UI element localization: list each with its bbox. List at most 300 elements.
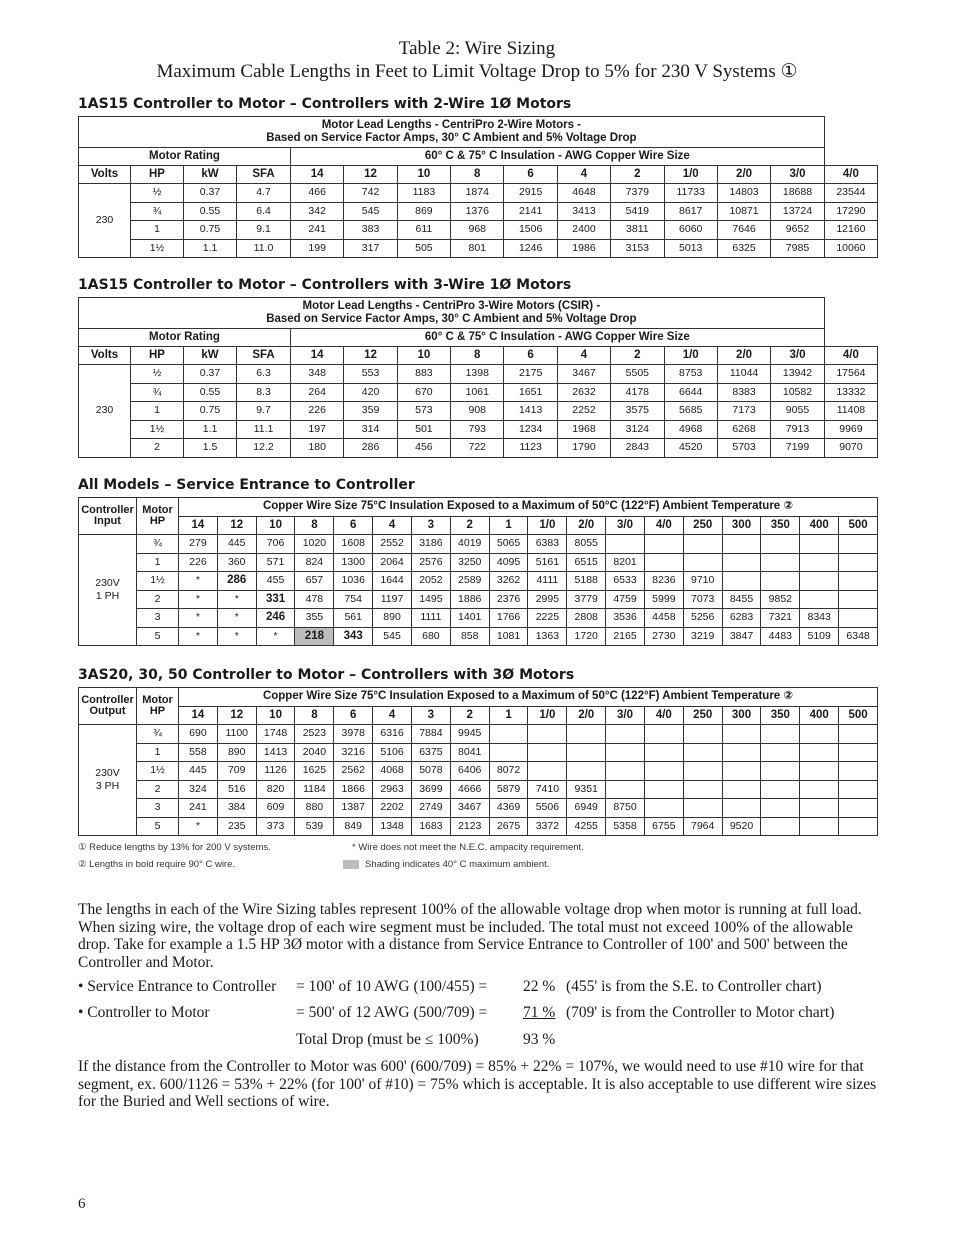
wire-table-3phase — [78, 687, 878, 836]
table-cell: ¾ — [137, 725, 179, 744]
table-cell: 908 — [451, 402, 504, 421]
hp-header: HP — [131, 347, 184, 365]
table-cell: 858 — [450, 627, 489, 646]
table-cell: 3413 — [557, 202, 610, 221]
table-cell: 6644 — [664, 383, 717, 402]
table-cell: 5685 — [664, 402, 717, 421]
table-cell: 18688 — [771, 184, 825, 203]
table-cell: 2376 — [489, 590, 528, 609]
table-row — [79, 799, 878, 818]
table-cell — [489, 725, 528, 744]
sfa-header: SFA — [237, 166, 291, 184]
kw-header: kW — [184, 166, 237, 184]
controller-output-header: Controller Output — [79, 688, 137, 725]
table-cell: 4255 — [567, 817, 606, 836]
table-cell — [839, 780, 878, 799]
gauge-header: 400 — [800, 706, 839, 725]
sfa-header: SFA — [237, 347, 291, 365]
gauge-header: 8 — [451, 166, 504, 184]
table-cell — [722, 799, 761, 818]
gauge-header: 2 — [450, 516, 489, 535]
table-cell — [761, 535, 800, 554]
table-cell: 5109 — [800, 627, 839, 646]
table-cell: 5188 — [567, 572, 606, 591]
table-cell: 890 — [373, 609, 412, 628]
table-cell: 657 — [295, 572, 334, 591]
table-cell: 1183 — [397, 184, 450, 203]
gauge-header: 6 — [334, 706, 373, 725]
table-cell: 2165 — [606, 627, 645, 646]
table-cell: 1111 — [411, 609, 450, 628]
table-cell — [528, 762, 567, 781]
table-cell: 3372 — [528, 817, 567, 836]
motor-hp-header: Motor HP — [137, 688, 179, 725]
table-cell: 2064 — [373, 553, 412, 572]
table-cell: 8753 — [664, 365, 717, 384]
table-cell: 6755 — [644, 817, 683, 836]
table-cell — [606, 725, 645, 744]
table-cell: ¾ — [131, 383, 184, 402]
gauge-header: 3 — [411, 516, 450, 535]
table-cell: 3153 — [611, 239, 664, 258]
table-cell: 2843 — [611, 439, 664, 458]
table-cell: 10060 — [824, 239, 877, 258]
table-row — [79, 762, 878, 781]
table-main-header: Motor Lead Lengths - CentriPro 3-Wire Motors (CSIR) - Based on Service Factor Amps, 30° C Ambient and 5% Voltage Drop — [79, 298, 825, 329]
calc-note-motor: (709' is from the Controller to Motor chart) — [566, 1004, 835, 1021]
table-cell — [644, 535, 683, 554]
table-cell — [839, 817, 878, 836]
table-cell: 1.1 — [184, 239, 237, 258]
table-cell: 0.37 — [184, 184, 237, 203]
table-row — [79, 725, 878, 744]
table-row — [79, 202, 878, 221]
table-cell: 609 — [256, 799, 295, 818]
table-cell: 4483 — [761, 627, 800, 646]
table-cell — [528, 743, 567, 762]
table-cell: 1.1 — [184, 420, 237, 439]
table-cell: 3467 — [450, 799, 489, 818]
table-cell: 197 — [291, 420, 344, 439]
gauge-header: 4 — [373, 706, 412, 725]
volts-cell: 230 — [79, 184, 131, 258]
table-cell: 5419 — [611, 202, 664, 221]
table-cell: 9520 — [722, 817, 761, 836]
gauge-header: 14 — [291, 166, 344, 184]
gauge-header: 2/0 — [717, 347, 770, 365]
table-cell: 12160 — [824, 221, 877, 240]
table-cell: 2 — [137, 590, 179, 609]
table-cell: 2225 — [528, 609, 567, 628]
table-cell: 6316 — [373, 725, 412, 744]
table-cell — [722, 535, 761, 554]
table-cell: 2052 — [411, 572, 450, 591]
table-cell: 241 — [291, 221, 344, 240]
table-cell: 13724 — [771, 202, 825, 221]
gauge-header: 500 — [839, 706, 878, 725]
volts-header: Volts — [79, 347, 131, 365]
gauge-header: 2 — [611, 347, 664, 365]
table-cell: 4111 — [528, 572, 567, 591]
table-cell: 2632 — [557, 383, 610, 402]
table-cell: 23544 — [824, 184, 877, 203]
table-cell: 7379 — [611, 184, 664, 203]
table-cell: 2175 — [504, 365, 557, 384]
calc-eq-service: = 100' of 10 AWG (100/455) = — [296, 978, 488, 995]
table-cell — [683, 725, 722, 744]
table-cell: 348 — [291, 365, 344, 384]
table-cell: 2040 — [295, 743, 334, 762]
table-cell: 1651 — [504, 383, 557, 402]
table-cell: * — [256, 627, 295, 646]
table-cell: ¾ — [137, 535, 179, 554]
table-cell: 7173 — [717, 402, 770, 421]
table-cell: 1300 — [334, 553, 373, 572]
copper-header: Copper Wire Size 75°C Insulation Exposed to a Maximum of 50°C (122°F) Ambient Temperature ② — [179, 688, 878, 707]
gauge-header: 4/0 — [824, 347, 877, 365]
table-cell: 218 — [295, 627, 334, 646]
table-cell — [644, 762, 683, 781]
motor-hp-header: Motor HP — [137, 498, 179, 535]
table-cell: 5506 — [528, 799, 567, 818]
table-cell: 2589 — [450, 572, 489, 591]
table-cell: 2963 — [373, 780, 412, 799]
table-cell — [606, 780, 645, 799]
table-cell: 849 — [334, 817, 373, 836]
table-cell — [761, 743, 800, 762]
table-cell: 4666 — [450, 780, 489, 799]
table-row — [79, 420, 878, 439]
table-cell — [644, 553, 683, 572]
gauge-header: 3/0 — [771, 166, 825, 184]
table-cell: 3575 — [611, 402, 664, 421]
table-cell: * — [179, 627, 218, 646]
calc-row-service: • Service Entrance to Controller — [78, 978, 277, 995]
gauge-header: 300 — [722, 516, 761, 535]
table-cell: * — [217, 609, 256, 628]
table-cell: 2915 — [504, 184, 557, 203]
volts-header: Volts — [79, 166, 131, 184]
table-cell: 5161 — [528, 553, 567, 572]
gauge-header: 3/0 — [771, 347, 825, 365]
table-cell: 2202 — [373, 799, 412, 818]
gauge-header: 1/0 — [664, 166, 717, 184]
table-cell: 314 — [344, 420, 397, 439]
table-cell — [839, 799, 878, 818]
table-cell: 7321 — [761, 609, 800, 628]
table-cell: 8072 — [489, 762, 528, 781]
table-cell: 3779 — [567, 590, 606, 609]
gauge-header: 1 — [489, 516, 528, 535]
table-cell: ¾ — [131, 202, 184, 221]
table-cell: 0.75 — [184, 402, 237, 421]
gauge-header: 2/0 — [567, 706, 606, 725]
gauge-header: 300 — [722, 706, 761, 725]
table-cell: 1506 — [504, 221, 557, 240]
table-cell — [567, 743, 606, 762]
table-cell: 17290 — [824, 202, 877, 221]
table-row — [79, 627, 878, 646]
calc-row-motor: • Controller to Motor — [78, 1004, 210, 1021]
table-cell: 558 — [179, 743, 218, 762]
gauge-header: 12 — [344, 166, 397, 184]
table-cell: 478 — [295, 590, 334, 609]
paragraph-example: If the distance from the Controller to Motor was 600' (600/709) = 85% + 22% = 107%, we would need to use #10 wire for that segment, ex. 600/1126 = 53% + 22% (for 100' of #10) = 75% which is acceptable. It is also acceptable to use different wire sizes for the Buried and Well sections of wire. — [78, 1058, 877, 1110]
table-cell: 11733 — [664, 184, 717, 203]
table-cell: 9.7 — [237, 402, 291, 421]
table-cell: 4759 — [606, 590, 645, 609]
table-cell: 286 — [217, 572, 256, 591]
table-row — [79, 221, 878, 240]
footnote-asterisk: * Wire does not meet the N.E.C. ampacity requirement. — [352, 842, 584, 853]
table-cell: 968 — [451, 221, 504, 240]
volts-cell: 230 — [79, 365, 131, 458]
gauge-header: 1/0 — [528, 706, 567, 725]
section-title-3wire: 1AS15 Controller to Motor – Controllers with 3-Wire 1Ø Motors — [78, 277, 572, 293]
gauge-header: 4/0 — [644, 516, 683, 535]
table-cell: 3467 — [557, 365, 610, 384]
table-cell: 1234 — [504, 420, 557, 439]
wire-table-service-entrance — [78, 497, 878, 646]
table-cell: 241 — [179, 799, 218, 818]
table-cell: 883 — [397, 365, 450, 384]
gauge-header: 4 — [557, 166, 610, 184]
table-cell: 8455 — [722, 590, 761, 609]
table-cell — [800, 780, 839, 799]
table-cell: 5078 — [411, 762, 450, 781]
table-cell — [761, 799, 800, 818]
table-cell — [722, 725, 761, 744]
table-cell — [683, 553, 722, 572]
table-cell: 0.75 — [184, 221, 237, 240]
table-cell: 1495 — [411, 590, 450, 609]
table-cell: 3124 — [611, 420, 664, 439]
table-cell: 1866 — [334, 780, 373, 799]
table-cell: 3250 — [450, 553, 489, 572]
table-cell: 1413 — [256, 743, 295, 762]
table-cell: 793 — [451, 420, 504, 439]
table-cell: 6383 — [528, 535, 567, 554]
gauge-header: 3/0 — [606, 706, 645, 725]
table-cell: 611 — [397, 221, 450, 240]
table-row — [79, 239, 878, 258]
table-cell: * — [179, 817, 218, 836]
table-cell: 246 — [256, 609, 295, 628]
table-cell: 1123 — [504, 439, 557, 458]
table-cell: 2252 — [557, 402, 610, 421]
table-cell: 2808 — [567, 609, 606, 628]
table-cell: 3 — [137, 609, 179, 628]
table-cell: 383 — [344, 221, 397, 240]
table-cell: 7913 — [771, 420, 825, 439]
table-cell: 1376 — [451, 202, 504, 221]
table-cell: 1½ — [137, 762, 179, 781]
table-cell: 3 — [137, 799, 179, 818]
table-row — [79, 609, 878, 628]
gauge-header: 4 — [373, 516, 412, 535]
table-cell: 1748 — [256, 725, 295, 744]
table-cell: 324 — [179, 780, 218, 799]
table-cell: 2562 — [334, 762, 373, 781]
table-cell: 8750 — [606, 799, 645, 818]
table-cell: 11.0 — [237, 239, 291, 258]
gauge-header: 4/0 — [824, 166, 877, 184]
table-cell: 1363 — [528, 627, 567, 646]
table-cell: 571 — [256, 553, 295, 572]
table-cell: 690 — [179, 725, 218, 744]
table-cell: * — [217, 590, 256, 609]
table-cell: 384 — [217, 799, 256, 818]
calc-eq-motor: = 500' of 12 AWG (500/709) = — [296, 1004, 488, 1021]
table-cell — [800, 553, 839, 572]
table-cell: 359 — [344, 402, 397, 421]
table-cell — [839, 572, 878, 591]
table-cell: 1081 — [489, 627, 528, 646]
table-cell: 1 — [131, 402, 184, 421]
table-cell: 9055 — [771, 402, 825, 421]
table-cell: 199 — [291, 239, 344, 258]
wire-table-2wire — [78, 116, 878, 258]
table-cell: 2 — [131, 439, 184, 458]
table-cell: 9969 — [824, 420, 877, 439]
table-cell: 2141 — [504, 202, 557, 221]
table-cell: 573 — [397, 402, 450, 421]
table-cell — [800, 535, 839, 554]
table-cell — [644, 725, 683, 744]
table-cell — [644, 780, 683, 799]
table-cell: * — [179, 609, 218, 628]
table-cell: 6268 — [717, 420, 770, 439]
table-cell: 1.5 — [184, 439, 237, 458]
table-cell: 6283 — [722, 609, 761, 628]
table-cell: 1100 — [217, 725, 256, 744]
calc-val-service: 22 % — [523, 978, 556, 995]
table-cell: 3536 — [606, 609, 645, 628]
table-cell: 670 — [397, 383, 450, 402]
table-cell: 8055 — [567, 535, 606, 554]
table-cell: 1874 — [451, 184, 504, 203]
table-row — [79, 402, 878, 421]
table-cell: 9652 — [771, 221, 825, 240]
copper-header: Copper Wire Size 75°C Insulation Exposed to a Maximum of 50°C (122°F) Ambient Temperature ② — [179, 498, 878, 517]
table-cell: 5879 — [489, 780, 528, 799]
calc-total-value: 93 % — [523, 1031, 556, 1048]
gauge-header: 350 — [761, 516, 800, 535]
gauge-header: 10 — [397, 347, 450, 365]
table-cell: 6375 — [411, 743, 450, 762]
table-cell: * — [217, 627, 256, 646]
table-cell: 2523 — [295, 725, 334, 744]
table-cell: 5703 — [717, 439, 770, 458]
gauge-header: 2 — [450, 706, 489, 725]
gauge-header: 2 — [611, 166, 664, 184]
table-cell: 1720 — [567, 627, 606, 646]
table-cell: 0.55 — [184, 383, 237, 402]
motor-rating-header: Motor Rating — [79, 148, 291, 166]
table-cell: 6949 — [567, 799, 606, 818]
table-cell: 1683 — [411, 817, 450, 836]
table-cell: 235 — [217, 817, 256, 836]
table-cell: 13332 — [824, 383, 877, 402]
table-cell: 17564 — [824, 365, 877, 384]
table-cell — [800, 762, 839, 781]
table-cell — [839, 743, 878, 762]
table-cell: 501 — [397, 420, 450, 439]
gauge-header: 4/0 — [644, 706, 683, 725]
table-row — [79, 535, 878, 554]
table-cell: 4095 — [489, 553, 528, 572]
table-cell: 14803 — [717, 184, 770, 203]
table-cell: 1036 — [334, 572, 373, 591]
table-cell: 10871 — [717, 202, 770, 221]
table-cell — [839, 609, 878, 628]
table-cell: 1061 — [451, 383, 504, 402]
table-row — [79, 365, 878, 384]
table-cell — [644, 799, 683, 818]
gauge-header: 6 — [504, 166, 557, 184]
table-row — [79, 383, 878, 402]
gauge-header: 14 — [179, 706, 218, 725]
table-cell — [567, 762, 606, 781]
table-cell: * — [179, 572, 218, 591]
table-cell: 317 — [344, 239, 397, 258]
table-cell: 880 — [295, 799, 334, 818]
table-cell — [722, 553, 761, 572]
table-cell: 6348 — [839, 627, 878, 646]
table-cell: 1644 — [373, 572, 412, 591]
table-cell: 3978 — [334, 725, 373, 744]
table-cell: 2576 — [411, 553, 450, 572]
table-cell: ½ — [131, 365, 184, 384]
table-cell — [800, 572, 839, 591]
table-cell: 5013 — [664, 239, 717, 258]
table-cell: 820 — [256, 780, 295, 799]
table-cell: 1197 — [373, 590, 412, 609]
gauge-header: 250 — [683, 706, 722, 725]
table-cell: 1020 — [295, 535, 334, 554]
table-cell: 3262 — [489, 572, 528, 591]
table-row — [79, 553, 878, 572]
table-row — [79, 817, 878, 836]
table-cell — [722, 743, 761, 762]
table-cell — [761, 553, 800, 572]
table-cell: 1126 — [256, 762, 295, 781]
page-subtitle: Maximum Cable Lengths in Feet to Limit Voltage Drop to 5% for 230 V Systems ① — [156, 61, 798, 82]
table-cell: 545 — [344, 202, 397, 221]
table-cell: 539 — [295, 817, 334, 836]
table-cell: 742 — [344, 184, 397, 203]
table-cell: 1986 — [557, 239, 610, 258]
table-cell: 4520 — [664, 439, 717, 458]
table-cell — [722, 762, 761, 781]
gauge-header: 8 — [295, 706, 334, 725]
table-cell: 1 — [137, 553, 179, 572]
table-cell — [606, 762, 645, 781]
table-cell — [761, 725, 800, 744]
hp-header: HP — [131, 166, 184, 184]
motor-rating-header: Motor Rating — [79, 329, 291, 347]
table-cell: 7884 — [411, 725, 450, 744]
table-cell: 1348 — [373, 817, 412, 836]
table-cell: 1½ — [137, 572, 179, 591]
gauge-header: 1/0 — [528, 516, 567, 535]
table-cell: 343 — [334, 627, 373, 646]
table-cell: 5 — [137, 627, 179, 646]
table-cell: 505 — [397, 239, 450, 258]
footnote-bold: ② Lengths in bold require 90° C wire. — [78, 859, 236, 870]
table-cell: 4458 — [644, 609, 683, 628]
table-cell: 11408 — [824, 402, 877, 421]
